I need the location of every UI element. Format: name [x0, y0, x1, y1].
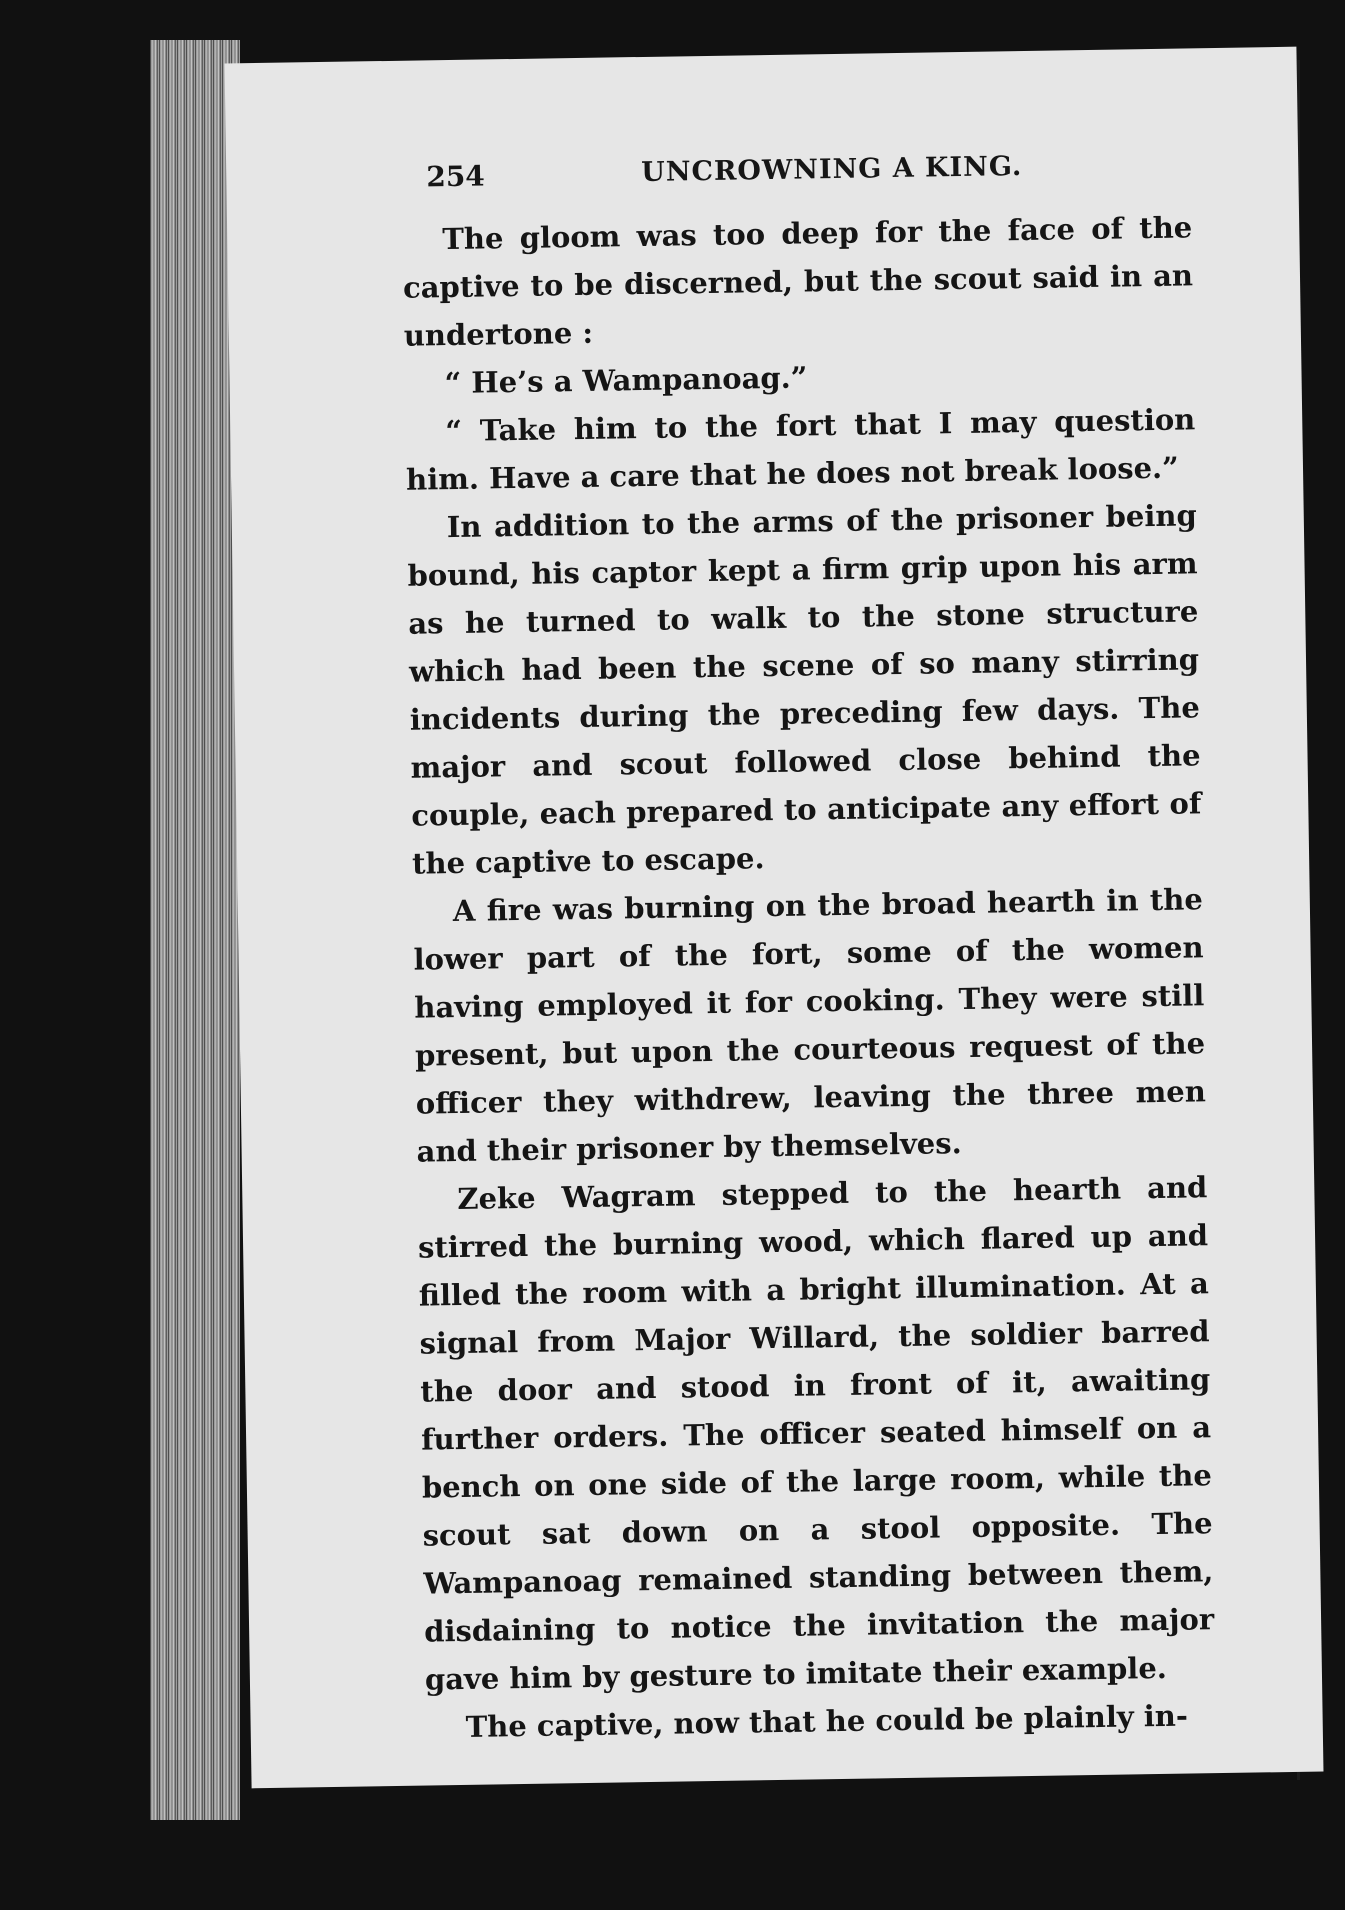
paragraph: In addition to the arms of the prisoner being bound, his captor kept a firm grip upon his arm as he turned to walk to the stone structure which had been the scene of so many stirring incidents during the preceding few days. The major and scout followed close behind the couple, each prepared to anticipate any effort of the captive to escape.: [407, 498, 1202, 881]
book-binding-edge: [150, 40, 240, 1820]
paragraph: “ He’s a Wampanoag.”: [444, 360, 808, 401]
page-header: [426, 147, 1247, 210]
paragraph: Zeke Wagram stepped to the hearth and stirred the burning wood, which flared up and filled the room with a bright illumination. At a signal from Major Willard, the soldier barred the door and stood in front of it, awaiting further orders. The officer seated himself on a bench on one side of the large room, while the scout sat down on a stool opposite. The Wampanoag remained standing between them, disdaining to notice the invitation the major gave him by gesture to imitate their example.: [417, 1170, 1215, 1697]
running-title: UNCROWNING A KING.: [641, 151, 1023, 188]
book-page: [225, 47, 1324, 1789]
page-number: 254: [426, 159, 486, 194]
paragraph: “ Take him to the fort that I may question him. Have a care that he does not break loose.”: [405, 402, 1196, 497]
paragraph: The captive, now that he could be plainly in-: [465, 1698, 1189, 1744]
paragraph: A fire was burning on the broad hearth in the lower part of the fort, some of the women having employed it for cooking. They were still present, but upon the courteous request of the officer they withdrew, leaving the three men and their prisoner by themselves.: [413, 882, 1207, 1169]
page-body: [402, 203, 1216, 1751]
paragraph: The gloom was too deep for the face of the captive to be discerned, but the scout said in an undertone :: [402, 210, 1194, 353]
